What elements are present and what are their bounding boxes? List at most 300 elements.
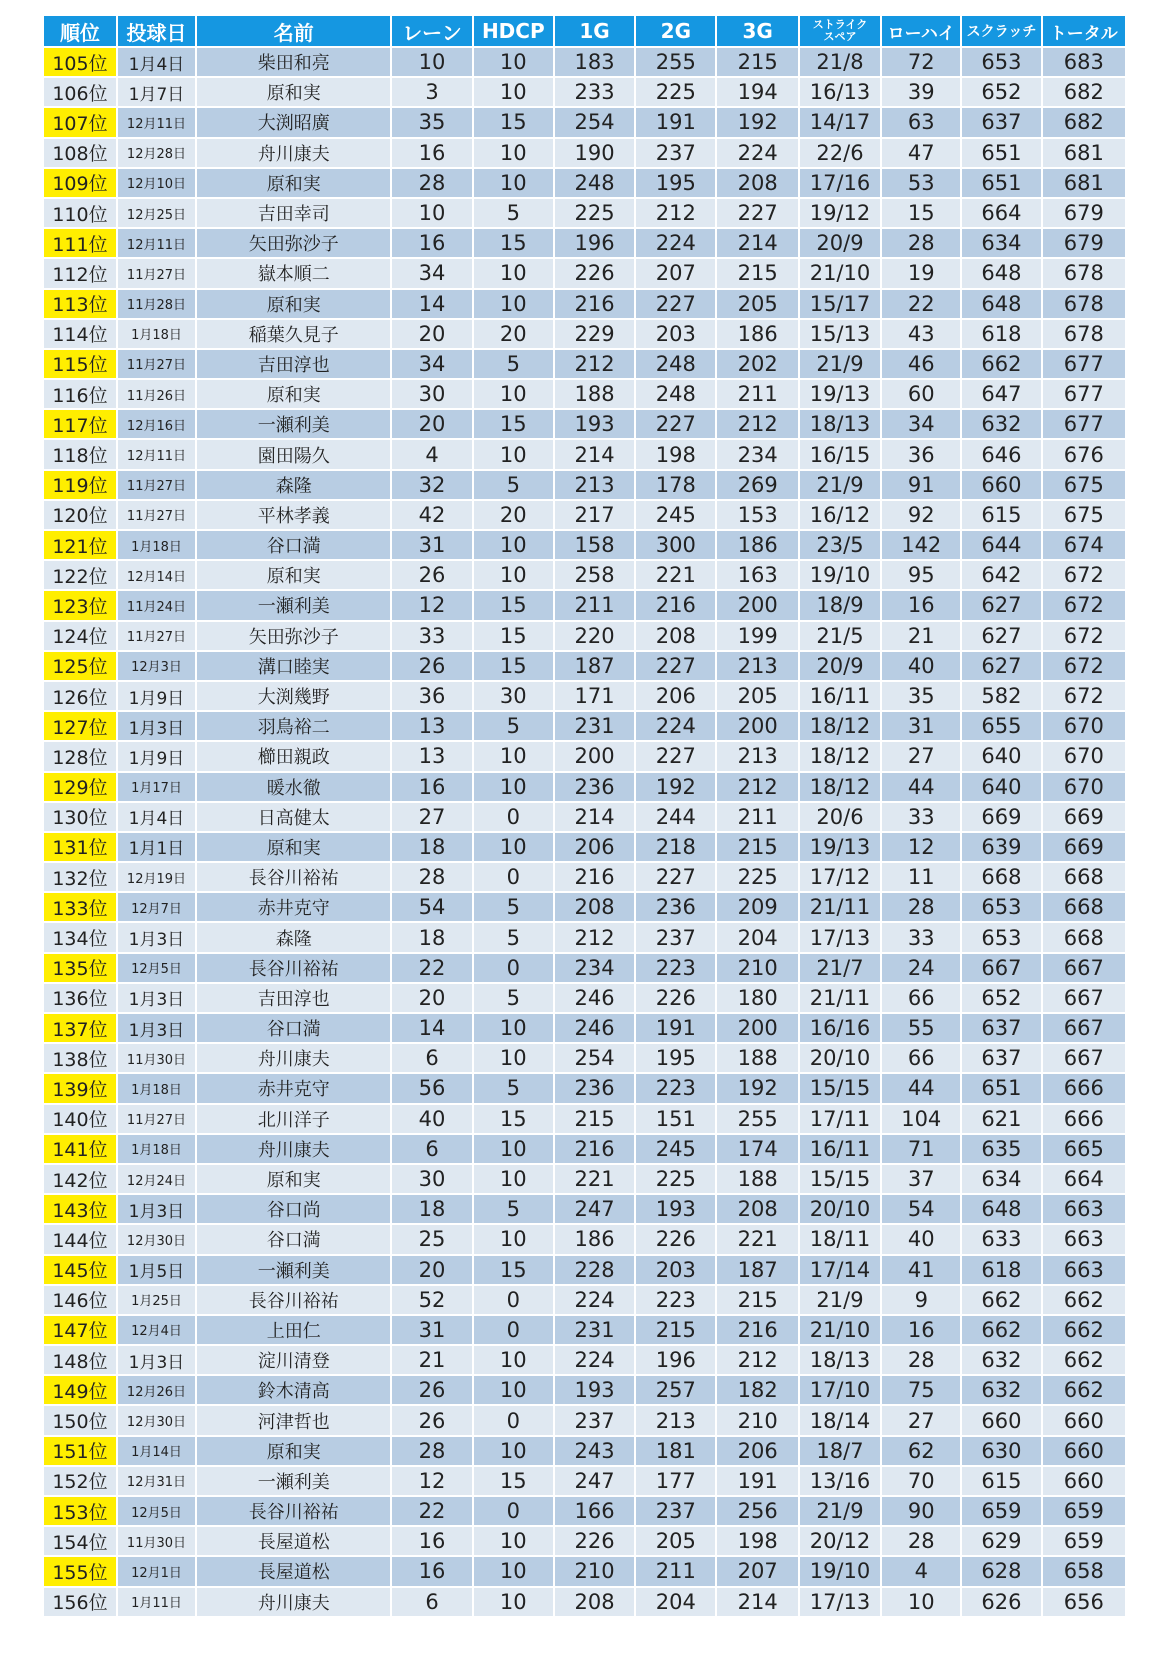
game3-cell: 210	[717, 1406, 799, 1436]
lowhigh-cell: 28	[882, 1346, 962, 1376]
lane-cell: 27	[392, 803, 473, 833]
lowhigh-cell: 19	[882, 259, 962, 289]
date-cell: 1月3日	[118, 984, 197, 1014]
game1-cell: 214	[555, 803, 636, 833]
name-cell: 谷口満	[197, 1014, 392, 1044]
name-cell: 一瀬利美	[197, 591, 392, 621]
scratch-cell: 660	[962, 471, 1042, 501]
rank-cell: 122位	[44, 561, 118, 591]
scratch-cell: 637	[962, 1044, 1042, 1074]
table-row	[44, 48, 1125, 78]
lowhigh-cell: 62	[882, 1437, 962, 1467]
scratch-cell: 660	[962, 1406, 1042, 1436]
game2-cell: 203	[636, 320, 717, 350]
score-table	[44, 16, 1125, 1618]
table-row	[44, 471, 1125, 501]
hdcp-cell: 10	[474, 1346, 555, 1376]
header-lowhigh: ローハイ	[882, 16, 962, 48]
header-scratch: スクラッチ	[962, 16, 1042, 48]
lowhigh-cell: 40	[882, 652, 962, 682]
game3-cell: 153	[717, 501, 799, 531]
game1-cell: 215	[555, 1105, 636, 1135]
table-row	[44, 531, 1125, 561]
date-cell: 11月30日	[118, 1527, 197, 1557]
total-cell: 675	[1043, 471, 1125, 501]
game3-cell: 255	[717, 1105, 799, 1135]
total-cell: 662	[1043, 1316, 1125, 1346]
game1-cell: 208	[555, 1588, 636, 1618]
header-row	[44, 16, 1125, 48]
name-cell: 舟川康夫	[197, 1588, 392, 1618]
date-cell: 1月17日	[118, 773, 197, 803]
hdcp-cell: 5	[474, 984, 555, 1014]
game1-cell: 237	[555, 1406, 636, 1436]
hdcp-cell: 10	[474, 48, 555, 78]
rank-cell: 106位	[44, 78, 118, 108]
total-cell: 656	[1043, 1588, 1125, 1618]
header-strike-label: ストライク	[812, 18, 868, 31]
lane-cell: 33	[392, 622, 473, 652]
game3-cell: 202	[717, 350, 799, 380]
rank-cell: 150位	[44, 1406, 118, 1436]
date-cell: 12月24日	[118, 1165, 197, 1195]
lane-cell: 16	[392, 139, 473, 169]
game3-cell: 213	[717, 742, 799, 772]
lane-cell: 56	[392, 1074, 473, 1104]
hdcp-cell: 20	[474, 501, 555, 531]
game1-cell: 224	[555, 1346, 636, 1376]
game1-cell: 254	[555, 1044, 636, 1074]
date-cell: 1月3日	[118, 1195, 197, 1225]
table-row	[44, 1074, 1125, 1104]
game2-cell: 198	[636, 440, 717, 470]
game3-cell: 212	[717, 1346, 799, 1376]
name-cell: 長谷川裕祐	[197, 1497, 392, 1527]
lowhigh-cell: 66	[882, 1044, 962, 1074]
game3-cell: 192	[717, 1074, 799, 1104]
rank-cell: 135位	[44, 954, 118, 984]
lane-cell: 22	[392, 1497, 473, 1527]
lane-cell: 20	[392, 410, 473, 440]
game3-cell: 198	[717, 1527, 799, 1557]
hdcp-cell: 10	[474, 1557, 555, 1587]
game1-cell: 200	[555, 742, 636, 772]
game1-cell: 187	[555, 652, 636, 682]
rank-cell: 112位	[44, 259, 118, 289]
game2-cell: 223	[636, 1286, 717, 1316]
lane-cell: 16	[392, 229, 473, 259]
date-cell: 12月28日	[118, 139, 197, 169]
date-cell: 1月3日	[118, 923, 197, 953]
table-row	[44, 1406, 1125, 1436]
game3-cell: 182	[717, 1376, 799, 1406]
total-cell: 670	[1043, 773, 1125, 803]
lowhigh-cell: 44	[882, 1074, 962, 1104]
total-cell: 677	[1043, 350, 1125, 380]
lowhigh-cell: 34	[882, 410, 962, 440]
lane-cell: 34	[392, 259, 473, 289]
game2-cell: 237	[636, 923, 717, 953]
strike-spare-cell: 17/11	[800, 1105, 882, 1135]
game1-cell: 258	[555, 561, 636, 591]
date-cell: 12月10日	[118, 169, 197, 199]
game3-cell: 163	[717, 561, 799, 591]
game1-cell: 217	[555, 501, 636, 531]
game3-cell: 210	[717, 954, 799, 984]
date-cell: 12月11日	[118, 229, 197, 259]
name-cell: 森隆	[197, 471, 392, 501]
scratch-cell: 629	[962, 1527, 1042, 1557]
total-cell: 672	[1043, 561, 1125, 591]
total-cell: 683	[1043, 48, 1125, 78]
scratch-cell: 651	[962, 169, 1042, 199]
scratch-cell: 639	[962, 833, 1042, 863]
rank-cell: 154位	[44, 1527, 118, 1557]
date-cell: 1月14日	[118, 1437, 197, 1467]
rank-cell: 140位	[44, 1105, 118, 1135]
game2-cell: 218	[636, 833, 717, 863]
rank-cell: 125位	[44, 652, 118, 682]
strike-spare-cell: 18/9	[800, 591, 882, 621]
game3-cell: 200	[717, 712, 799, 742]
game3-cell: 205	[717, 290, 799, 320]
rank-cell: 118位	[44, 440, 118, 470]
scratch-cell: 628	[962, 1557, 1042, 1587]
lane-cell: 16	[392, 1527, 473, 1557]
strike-spare-cell: 15/15	[800, 1165, 882, 1195]
lane-cell: 42	[392, 501, 473, 531]
hdcp-cell: 10	[474, 1014, 555, 1044]
game3-cell: 206	[717, 1437, 799, 1467]
hdcp-cell: 10	[474, 1527, 555, 1557]
strike-spare-cell: 18/14	[800, 1406, 882, 1436]
hdcp-cell: 0	[474, 863, 555, 893]
game1-cell: 220	[555, 622, 636, 652]
lane-cell: 6	[392, 1588, 473, 1618]
header-game3: 3G	[717, 16, 799, 48]
game2-cell: 227	[636, 863, 717, 893]
scratch-cell: 662	[962, 1316, 1042, 1346]
name-cell: 櫛田親政	[197, 742, 392, 772]
rank-cell: 115位	[44, 350, 118, 380]
date-cell: 11月27日	[118, 1105, 197, 1135]
game3-cell: 208	[717, 169, 799, 199]
scratch-cell: 667	[962, 954, 1042, 984]
lane-cell: 28	[392, 169, 473, 199]
hdcp-cell: 15	[474, 410, 555, 440]
rank-cell: 114位	[44, 320, 118, 350]
hdcp-cell: 5	[474, 1074, 555, 1104]
scratch-cell: 669	[962, 803, 1042, 833]
game2-cell: 237	[636, 139, 717, 169]
lowhigh-cell: 28	[882, 1527, 962, 1557]
total-cell: 674	[1043, 531, 1125, 561]
lowhigh-cell: 21	[882, 622, 962, 652]
game2-cell: 248	[636, 380, 717, 410]
lowhigh-cell: 66	[882, 984, 962, 1014]
header-game2: 2G	[636, 16, 717, 48]
lane-cell: 31	[392, 1316, 473, 1346]
game1-cell: 183	[555, 48, 636, 78]
lane-cell: 28	[392, 1437, 473, 1467]
game3-cell: 187	[717, 1256, 799, 1286]
scratch-cell: 648	[962, 1195, 1042, 1225]
game3-cell: 211	[717, 380, 799, 410]
game2-cell: 216	[636, 591, 717, 621]
game1-cell: 216	[555, 863, 636, 893]
game3-cell: 191	[717, 1467, 799, 1497]
hdcp-cell: 10	[474, 1588, 555, 1618]
game2-cell: 212	[636, 199, 717, 229]
hdcp-cell: 5	[474, 712, 555, 742]
name-cell: 舟川康夫	[197, 1044, 392, 1074]
game1-cell: 216	[555, 290, 636, 320]
strike-spare-cell: 20/6	[800, 803, 882, 833]
date-cell: 1月9日	[118, 682, 197, 712]
table-row	[44, 320, 1125, 350]
table-row	[44, 712, 1125, 742]
game3-cell: 215	[717, 259, 799, 289]
table-row	[44, 622, 1125, 652]
date-cell: 11月28日	[118, 290, 197, 320]
name-cell: 上田仁	[197, 1316, 392, 1346]
lowhigh-cell: 55	[882, 1014, 962, 1044]
game2-cell: 224	[636, 229, 717, 259]
name-cell: 長屋道松	[197, 1527, 392, 1557]
game3-cell: 192	[717, 108, 799, 138]
game3-cell: 199	[717, 622, 799, 652]
total-cell: 670	[1043, 742, 1125, 772]
strike-spare-cell: 18/13	[800, 1346, 882, 1376]
game1-cell: 246	[555, 1014, 636, 1044]
scratch-cell: 648	[962, 259, 1042, 289]
game3-cell: 211	[717, 803, 799, 833]
rank-cell: 107位	[44, 108, 118, 138]
lowhigh-cell: 4	[882, 1557, 962, 1587]
name-cell: 原和実	[197, 561, 392, 591]
name-cell: 原和実	[197, 1437, 392, 1467]
strike-spare-cell: 21/7	[800, 954, 882, 984]
game3-cell: 204	[717, 923, 799, 953]
strike-spare-cell: 19/10	[800, 1557, 882, 1587]
strike-spare-cell: 16/16	[800, 1014, 882, 1044]
total-cell: 667	[1043, 984, 1125, 1014]
name-cell: 原和実	[197, 380, 392, 410]
scratch-cell: 662	[962, 350, 1042, 380]
strike-spare-cell: 17/16	[800, 169, 882, 199]
total-cell: 659	[1043, 1497, 1125, 1527]
table-row	[44, 893, 1125, 923]
strike-spare-cell: 20/12	[800, 1527, 882, 1557]
lane-cell: 20	[392, 984, 473, 1014]
game1-cell: 248	[555, 169, 636, 199]
lowhigh-cell: 16	[882, 591, 962, 621]
name-cell: 原和実	[197, 290, 392, 320]
rank-cell: 117位	[44, 410, 118, 440]
header-date: 投球日	[118, 16, 197, 48]
name-cell: 稲葉久見子	[197, 320, 392, 350]
game1-cell: 254	[555, 108, 636, 138]
hdcp-cell: 10	[474, 1437, 555, 1467]
rank-cell: 123位	[44, 591, 118, 621]
table-row	[44, 1165, 1125, 1195]
date-cell: 11月27日	[118, 501, 197, 531]
total-cell: 662	[1043, 1376, 1125, 1406]
game3-cell: 200	[717, 1014, 799, 1044]
total-cell: 677	[1043, 380, 1125, 410]
game3-cell: 205	[717, 682, 799, 712]
lane-cell: 31	[392, 531, 473, 561]
scratch-cell: 652	[962, 984, 1042, 1014]
lane-cell: 25	[392, 1225, 473, 1255]
rank-cell: 137位	[44, 1014, 118, 1044]
strike-spare-cell: 21/11	[800, 984, 882, 1014]
lane-cell: 16	[392, 773, 473, 803]
game1-cell: 221	[555, 1165, 636, 1195]
table-row	[44, 591, 1125, 621]
game1-cell: 214	[555, 440, 636, 470]
rank-cell: 136位	[44, 984, 118, 1014]
game2-cell: 226	[636, 1225, 717, 1255]
name-cell: 原和実	[197, 78, 392, 108]
hdcp-cell: 10	[474, 1044, 555, 1074]
lowhigh-cell: 31	[882, 712, 962, 742]
name-cell: 暖水徹	[197, 773, 392, 803]
game1-cell: 213	[555, 471, 636, 501]
total-cell: 664	[1043, 1165, 1125, 1195]
lane-cell: 30	[392, 1165, 473, 1195]
rank-cell: 151位	[44, 1437, 118, 1467]
total-cell: 669	[1043, 803, 1125, 833]
name-cell: 矢田弥沙子	[197, 622, 392, 652]
scratch-cell: 648	[962, 290, 1042, 320]
date-cell: 1月5日	[118, 1256, 197, 1286]
game3-cell: 212	[717, 410, 799, 440]
lane-cell: 16	[392, 1557, 473, 1587]
total-cell: 666	[1043, 1074, 1125, 1104]
name-cell: 長屋道松	[197, 1557, 392, 1587]
rank-cell: 113位	[44, 290, 118, 320]
game1-cell: 226	[555, 1527, 636, 1557]
game2-cell: 224	[636, 712, 717, 742]
rank-cell: 153位	[44, 1497, 118, 1527]
game2-cell: 227	[636, 410, 717, 440]
lane-cell: 20	[392, 320, 473, 350]
hdcp-cell: 10	[474, 742, 555, 772]
lane-cell: 18	[392, 833, 473, 863]
strike-spare-cell: 20/9	[800, 229, 882, 259]
rank-cell: 141位	[44, 1135, 118, 1165]
lowhigh-cell: 46	[882, 350, 962, 380]
total-cell: 681	[1043, 169, 1125, 199]
game3-cell: 221	[717, 1225, 799, 1255]
scratch-cell: 615	[962, 501, 1042, 531]
game2-cell: 245	[636, 501, 717, 531]
scratch-cell: 651	[962, 1074, 1042, 1104]
table-row	[44, 863, 1125, 893]
table-row	[44, 501, 1125, 531]
name-cell: 原和実	[197, 1165, 392, 1195]
hdcp-cell: 30	[474, 682, 555, 712]
scratch-cell: 582	[962, 682, 1042, 712]
date-cell: 12月7日	[118, 893, 197, 923]
strike-spare-cell: 18/11	[800, 1225, 882, 1255]
table-row	[44, 923, 1125, 953]
strike-spare-cell: 16/15	[800, 440, 882, 470]
table-row	[44, 169, 1125, 199]
date-cell: 12月11日	[118, 440, 197, 470]
lowhigh-cell: 71	[882, 1135, 962, 1165]
date-cell: 12月3日	[118, 652, 197, 682]
name-cell: 谷口尚	[197, 1195, 392, 1225]
rank-cell: 149位	[44, 1376, 118, 1406]
table-row	[44, 1135, 1125, 1165]
lane-cell: 10	[392, 199, 473, 229]
hdcp-cell: 15	[474, 652, 555, 682]
rank-cell: 116位	[44, 380, 118, 410]
scratch-cell: 664	[962, 199, 1042, 229]
game3-cell: 209	[717, 893, 799, 923]
lane-cell: 12	[392, 591, 473, 621]
name-cell: 原和実	[197, 833, 392, 863]
strike-spare-cell: 20/10	[800, 1044, 882, 1074]
table-row	[44, 1195, 1125, 1225]
game1-cell: 196	[555, 229, 636, 259]
game2-cell: 203	[636, 1256, 717, 1286]
game3-cell: 214	[717, 229, 799, 259]
table-row	[44, 1044, 1125, 1074]
name-cell: 長谷川裕祐	[197, 1286, 392, 1316]
game1-cell: 212	[555, 350, 636, 380]
hdcp-cell: 10	[474, 561, 555, 591]
hdcp-cell: 5	[474, 893, 555, 923]
strike-spare-cell: 16/12	[800, 501, 882, 531]
total-cell: 678	[1043, 290, 1125, 320]
table-row	[44, 1346, 1125, 1376]
scratch-cell: 634	[962, 229, 1042, 259]
header-lane: レーン	[392, 16, 473, 48]
game1-cell: 236	[555, 773, 636, 803]
lane-cell: 36	[392, 682, 473, 712]
strike-spare-cell: 21/5	[800, 622, 882, 652]
table-row	[44, 259, 1125, 289]
game2-cell: 236	[636, 893, 717, 923]
strike-spare-cell: 15/17	[800, 290, 882, 320]
game1-cell: 234	[555, 954, 636, 984]
lane-cell: 35	[392, 108, 473, 138]
name-cell: 日高健太	[197, 803, 392, 833]
table-row	[44, 380, 1125, 410]
strike-spare-cell: 15/13	[800, 320, 882, 350]
hdcp-cell: 15	[474, 1467, 555, 1497]
strike-spare-cell: 17/12	[800, 863, 882, 893]
table-row	[44, 199, 1125, 229]
lane-cell: 26	[392, 1406, 473, 1436]
game2-cell: 151	[636, 1105, 717, 1135]
scratch-cell: 651	[962, 139, 1042, 169]
date-cell: 1月4日	[118, 803, 197, 833]
lowhigh-cell: 63	[882, 108, 962, 138]
header-total: トータル	[1043, 16, 1125, 48]
game2-cell: 196	[636, 1346, 717, 1376]
table-row	[44, 682, 1125, 712]
table-row	[44, 1256, 1125, 1286]
hdcp-cell: 10	[474, 440, 555, 470]
scratch-cell: 627	[962, 622, 1042, 652]
hdcp-cell: 10	[474, 78, 555, 108]
name-cell: 鈴木清高	[197, 1376, 392, 1406]
lowhigh-cell: 11	[882, 863, 962, 893]
